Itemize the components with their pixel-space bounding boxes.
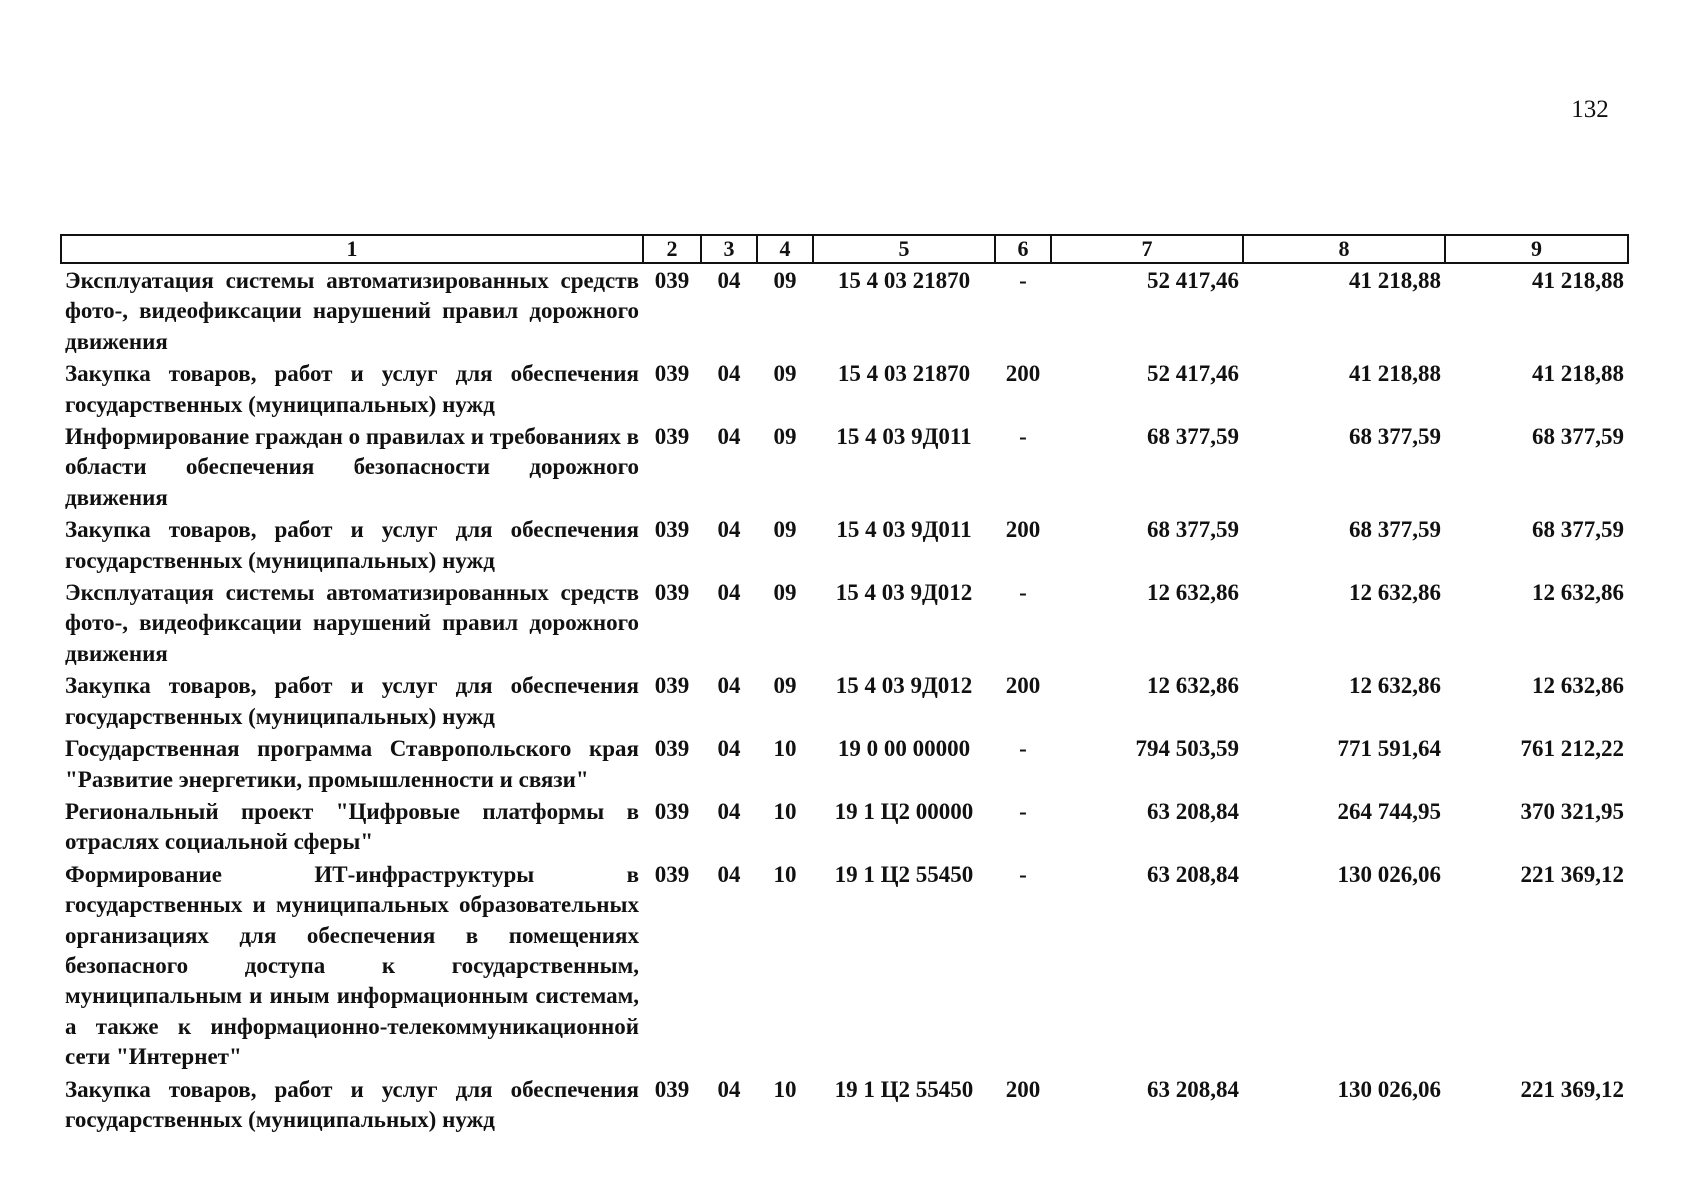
cell-col-4: 09 [773,517,797,543]
cell-col-9: 41 218,88 [1532,361,1624,387]
cell-col-6: - [1019,798,1027,824]
table-row [61,1073,1628,1136]
table-row [61,513,1628,576]
table-row [61,732,1628,795]
cell-col-2: 039 [654,268,690,293]
cell-description: Закупка товаров, работ и услуг для обеспечения государственных (муниципальных) нужд [65,517,639,573]
header-row [61,235,1628,263]
cell-col-4: 10 [773,1076,797,1102]
page-number: 132 [1571,96,1609,123]
cell-description: Закупка товаров, работ и услуг для обеспечения государственных (муниципальных) нужд [65,361,639,417]
cell-col-4: 09 [773,673,797,699]
cell-col-2: 039 [654,1076,690,1102]
cell-col-2: 039 [654,424,690,450]
cell-col-2: 039 [654,861,690,887]
cell-col-3: 04 [717,424,741,450]
cell-col-6: - [1019,736,1027,762]
cell-col-5: 15 4 03 9Д011 [836,517,972,543]
cell-col-4: 09 [773,268,797,293]
header-col-6: 6 [995,235,1051,263]
cell-col-8: 68 377,59 [1349,517,1441,543]
header-col-3: 3 [701,235,757,263]
cell-col-2: 039 [654,798,690,824]
cell-col-9: 221 369,12 [1520,861,1624,887]
cell-col-6: - [1019,861,1027,887]
table-row [61,420,1628,513]
cell-col-9: 370 321,95 [1520,798,1624,824]
cell-col-5: 19 1 Ц2 55450 [834,1076,974,1102]
cell-col-8: 771 591,64 [1337,736,1441,762]
cell-col-3: 04 [717,268,741,293]
cell-col-2: 039 [654,580,690,606]
cell-col-2: 039 [654,517,690,543]
cell-col-3: 04 [717,517,741,543]
cell-col-8: 68 377,59 [1349,424,1441,450]
cell-col-7: 794 503,59 [1135,736,1239,762]
cell-col-7: 63 208,84 [1147,798,1239,824]
header-col-8: 8 [1243,235,1445,263]
cell-description: Эксплуатация системы автоматизированных средств фото-, видеофиксации нарушений правил дорожного движения [65,268,639,354]
cell-col-5: 15 4 03 21870 [837,268,971,293]
cell-col-7: 52 417,46 [1147,268,1239,293]
cell-col-6: - [1019,580,1027,606]
header-col-9: 9 [1445,235,1628,263]
cell-description: Региональный проект "Цифровые платформы в отраслях социальной сферы" [65,798,639,855]
cell-col-4: 09 [773,424,797,450]
cell-col-2: 039 [654,673,690,699]
cell-col-6: 200 [1005,1076,1041,1102]
cell-description: Государственная программа Ставропольского края "Развитие энергетики, промышленности и связи" [65,736,639,792]
cell-description: Информирование граждан о правилах и требованиях в области обеспечения безопасности дорожного движения [65,424,639,510]
table-row [61,858,1628,1073]
budget-table [60,234,1629,1135]
header-col-4: 4 [757,235,813,263]
table-row [61,669,1628,732]
table-row [61,795,1628,858]
cell-description: Эксплуатация системы автоматизированных средств фото-, видеофиксации нарушений правил дорожного движения [65,580,639,666]
cell-col-3: 04 [717,361,741,387]
cell-col-4: 10 [773,861,797,887]
cell-col-5: 19 1 Ц2 00000 [834,798,974,824]
table-row [61,263,1628,357]
cell-col-8: 12 632,86 [1349,580,1441,606]
cell-col-7: 68 377,59 [1147,517,1239,543]
cell-description: Формирование ИТ-инфраструктуры в государственных и муниципальных образовательных организациях для обеспечения в помещениях безопасного доступа к государственным, муниципальным и иным информационным системам, а также к информационно-телекоммуникационной сети "Интернет" [65,861,639,1070]
table-body [61,263,1628,1135]
cell-col-9: 41 218,88 [1532,268,1624,293]
table-row [61,576,1628,669]
cell-col-8: 41 218,88 [1349,361,1441,387]
cell-col-9: 68 377,59 [1532,424,1624,450]
cell-col-5: 19 0 00 00000 [837,736,971,762]
cell-col-8: 12 632,86 [1349,673,1441,699]
cell-col-5: 15 4 03 21870 [837,361,971,387]
cell-col-9: 68 377,59 [1532,517,1624,543]
cell-col-9: 221 369,12 [1520,1076,1624,1102]
cell-col-2: 039 [654,736,690,762]
cell-col-5: 19 1 Ц2 55450 [834,861,974,887]
cell-col-6: - [1019,268,1027,293]
cell-col-7: 12 632,86 [1147,580,1239,606]
header-col-1: 1 [61,235,643,263]
cell-col-4: 10 [773,736,797,762]
cell-col-6: 200 [1005,517,1041,543]
cell-col-5: 15 4 03 9Д012 [835,580,973,606]
cell-col-9: 12 632,86 [1532,673,1624,699]
cell-col-4: 09 [773,580,797,606]
cell-description: Закупка товаров, работ и услуг для обеспечения государственных (муниципальных) нужд [65,673,639,729]
cell-col-2: 039 [654,361,690,387]
cell-col-9: 12 632,86 [1532,580,1624,606]
cell-col-3: 04 [717,580,741,606]
header-col-7: 7 [1051,235,1243,263]
header-col-5: 5 [813,235,995,263]
cell-col-7: 63 208,84 [1147,861,1239,887]
header-col-2: 2 [643,235,701,263]
cell-col-5: 15 4 03 9Д012 [835,673,973,699]
cell-col-3: 04 [717,861,741,887]
cell-col-3: 04 [717,736,741,762]
cell-col-8: 41 218,88 [1349,268,1441,293]
cell-col-9: 761 212,22 [1520,736,1624,762]
cell-col-5: 15 4 03 9Д011 [836,424,972,450]
table-row [61,357,1628,420]
cell-col-7: 68 377,59 [1147,424,1239,450]
cell-col-8: 130 026,06 [1337,861,1441,887]
cell-col-4: 09 [773,361,797,387]
cell-col-6: 200 [1005,361,1041,387]
cell-col-7: 63 208,84 [1147,1076,1239,1102]
cell-col-8: 130 026,06 [1337,1076,1441,1102]
cell-col-4: 10 [773,798,797,824]
cell-col-3: 04 [717,673,741,699]
cell-col-6: 200 [1005,673,1041,699]
table-header [61,235,1628,263]
cell-description: Закупка товаров, работ и услуг для обеспечения государственных (муниципальных) нужд [65,1076,639,1132]
cell-col-6: - [1019,424,1027,450]
cell-col-3: 04 [717,1076,741,1102]
cell-col-7: 52 417,46 [1147,361,1239,387]
cell-col-3: 04 [717,798,741,824]
cell-col-7: 12 632,86 [1147,673,1239,699]
cell-col-8: 264 744,95 [1337,798,1441,824]
